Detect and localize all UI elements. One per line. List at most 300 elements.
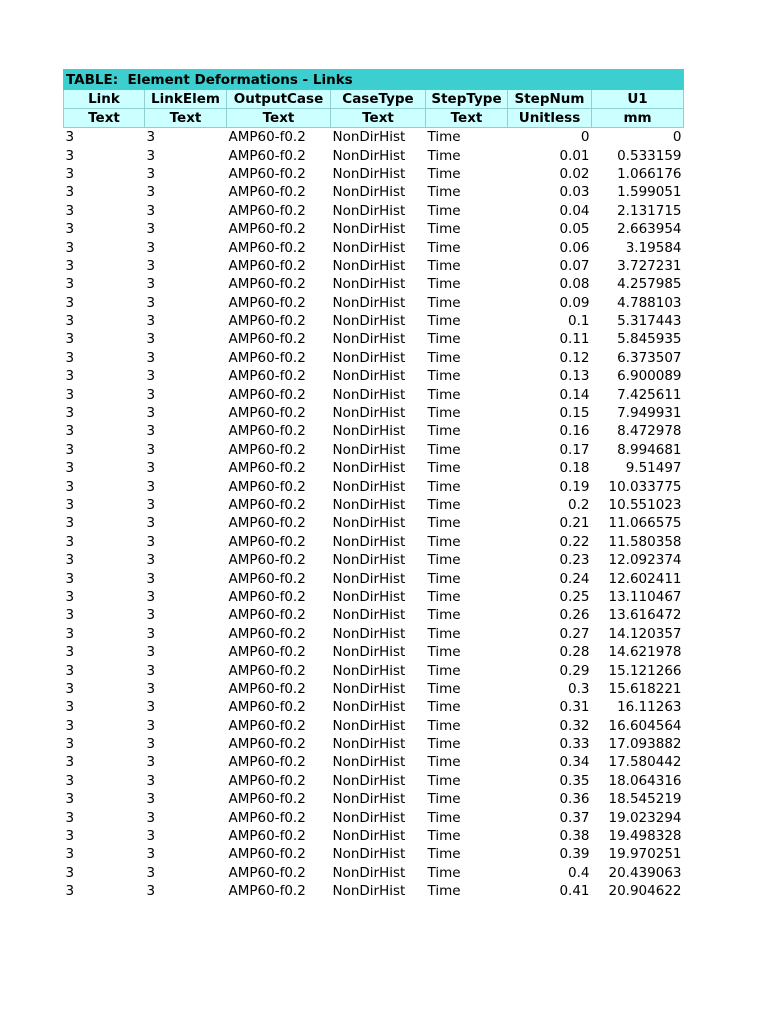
- cell-u1: 6.373507: [617, 349, 682, 366]
- cell-stepnum: 0.41: [559, 883, 590, 900]
- cell-casetype: NonDirHist: [332, 754, 406, 771]
- cell-outputcase: AMP60-f0.2: [228, 791, 306, 808]
- cell-link: 3: [65, 552, 75, 569]
- cell-link: 3: [65, 680, 75, 697]
- cell-outputcase: AMP60-f0.2: [228, 221, 306, 238]
- cell-casetype: NonDirHist: [332, 313, 406, 330]
- cell-outputcase: AMP60-f0.2: [228, 276, 306, 293]
- cell-linkelem: 3: [146, 423, 156, 440]
- cell-stepnum: 0.17: [559, 441, 590, 458]
- cell-casetype: NonDirHist: [332, 349, 406, 366]
- cell-casetype: NonDirHist: [332, 368, 406, 385]
- table-row: [64, 735, 684, 753]
- cell-stepnum: 0.1: [568, 313, 590, 330]
- cell-u1: 20.904622: [608, 883, 682, 900]
- cell-stepnum: 0.29: [559, 662, 590, 679]
- cell-link: 3: [65, 257, 75, 274]
- cell-stepnum: 0.09: [559, 294, 590, 311]
- cell-outputcase: AMP60-f0.2: [228, 864, 306, 881]
- cell-stepnum: 0.24: [559, 570, 590, 587]
- unit-outputcase: Text: [227, 109, 331, 128]
- header-steptype: StepType: [426, 90, 508, 109]
- cell-stepnum: 0.06: [559, 239, 590, 256]
- cell-u1: 17.580442: [608, 754, 682, 771]
- cell-link: 3: [65, 570, 75, 587]
- table-title: TABLE: Element Deformations - Links: [64, 70, 684, 90]
- cell-outputcase: AMP60-f0.2: [228, 552, 306, 569]
- cell-linkelem: 3: [146, 368, 156, 385]
- cell-outputcase: AMP60-f0.2: [228, 423, 306, 440]
- table-row: [64, 238, 684, 256]
- cell-casetype: NonDirHist: [332, 883, 406, 900]
- cell-stepnum: 0.05: [559, 221, 590, 238]
- header-row: [64, 90, 684, 109]
- cell-casetype: NonDirHist: [332, 386, 406, 403]
- cell-linkelem: 3: [146, 644, 156, 661]
- cell-steptype: Time: [427, 221, 461, 238]
- cell-u1: 4.257985: [617, 276, 682, 293]
- table-row: [64, 533, 684, 551]
- header-casetype: CaseType: [331, 90, 426, 109]
- cell-u1: 5.317443: [617, 313, 682, 330]
- cell-u1: 11.066575: [608, 515, 682, 532]
- cell-link: 3: [65, 883, 75, 900]
- cell-link: 3: [65, 386, 75, 403]
- cell-steptype: Time: [427, 552, 461, 569]
- cell-link: 3: [65, 349, 75, 366]
- cell-u1: 10.033775: [608, 478, 682, 495]
- cell-casetype: NonDirHist: [332, 497, 406, 513]
- cell-casetype: NonDirHist: [332, 239, 406, 256]
- table-row: [64, 349, 684, 367]
- cell-link: 3: [65, 533, 75, 550]
- cell-stepnum: 0.3: [568, 680, 590, 697]
- cell-stepnum: 0.34: [559, 754, 590, 771]
- cell-linkelem: 3: [146, 239, 156, 256]
- cell-outputcase: AMP60-f0.2: [228, 588, 306, 605]
- cell-steptype: Time: [427, 828, 461, 845]
- cell-u1: 7.425611: [617, 386, 682, 403]
- cell-stepnum: 0.07: [559, 257, 590, 274]
- cell-outputcase: AMP60-f0.2: [228, 184, 306, 201]
- table-row: [64, 202, 684, 220]
- cell-stepnum: 0.12: [559, 349, 590, 366]
- cell-linkelem: 3: [146, 533, 156, 550]
- table-row: [64, 385, 684, 403]
- cell-stepnum: 0.36: [559, 791, 590, 808]
- unit-link: Text: [64, 109, 145, 128]
- cell-link: 3: [65, 441, 75, 458]
- unit-stepnum: Unitless: [508, 109, 592, 128]
- cell-stepnum: 0.04: [559, 202, 590, 219]
- cell-link: 3: [65, 184, 75, 201]
- cell-casetype: NonDirHist: [332, 257, 406, 274]
- cell-steptype: Time: [427, 699, 461, 716]
- table-row: [64, 808, 684, 826]
- cell-outputcase: AMP60-f0.2: [228, 368, 306, 385]
- cell-link: 3: [65, 313, 75, 330]
- cell-stepnum: 0.18: [559, 460, 590, 477]
- table-row: [64, 717, 684, 735]
- table-row: [64, 606, 684, 624]
- cell-stepnum: 0.16: [559, 423, 590, 440]
- element-deformations-table: [63, 69, 684, 900]
- cell-stepnum: 0.21: [559, 515, 590, 532]
- cell-outputcase: AMP60-f0.2: [228, 883, 306, 900]
- cell-linkelem: 3: [146, 828, 156, 845]
- cell-outputcase: AMP60-f0.2: [228, 497, 306, 513]
- table-title-row: [64, 70, 684, 90]
- cell-link: 3: [65, 662, 75, 679]
- cell-stepnum: 0.08: [559, 276, 590, 293]
- cell-u1: 16.11263: [617, 699, 682, 716]
- cell-stepnum: 0.32: [559, 717, 590, 734]
- header-stepnum: StepNum: [508, 90, 592, 109]
- cell-steptype: Time: [427, 625, 461, 642]
- cell-link: 3: [65, 699, 75, 716]
- cell-stepnum: 0: [580, 129, 590, 146]
- cell-link: 3: [65, 864, 75, 881]
- units-row: [64, 109, 684, 128]
- cell-casetype: NonDirHist: [332, 680, 406, 697]
- cell-u1: 9.51497: [625, 460, 682, 477]
- table-row: [64, 165, 684, 183]
- cell-casetype: NonDirHist: [332, 533, 406, 550]
- cell-u1: 5.845935: [617, 331, 682, 348]
- table-row: [64, 183, 684, 201]
- cell-casetype: NonDirHist: [332, 221, 406, 238]
- cell-steptype: Time: [427, 754, 461, 771]
- cell-linkelem: 3: [146, 662, 156, 679]
- table-row: [64, 661, 684, 679]
- cell-steptype: Time: [427, 147, 461, 164]
- cell-u1: 6.900089: [617, 368, 682, 385]
- cell-stepnum: 0.01: [559, 147, 590, 164]
- cell-casetype: NonDirHist: [332, 736, 406, 753]
- cell-linkelem: 3: [146, 386, 156, 403]
- cell-steptype: Time: [427, 441, 461, 458]
- cell-linkelem: 3: [146, 883, 156, 900]
- table-row: [64, 680, 684, 698]
- cell-u1: 19.498328: [608, 828, 682, 845]
- cell-u1: 19.023294: [608, 809, 682, 826]
- cell-steptype: Time: [427, 644, 461, 661]
- cell-steptype: Time: [427, 497, 461, 513]
- cell-link: 3: [65, 478, 75, 495]
- cell-stepnum: 0.19: [559, 478, 590, 495]
- cell-casetype: NonDirHist: [332, 276, 406, 293]
- cell-stepnum: 0.27: [559, 625, 590, 642]
- cell-link: 3: [65, 239, 75, 256]
- cell-link: 3: [65, 717, 75, 734]
- cell-linkelem: 3: [146, 588, 156, 605]
- cell-outputcase: AMP60-f0.2: [228, 478, 306, 495]
- cell-stepnum: 0.13: [559, 368, 590, 385]
- table-row: [64, 827, 684, 845]
- cell-casetype: NonDirHist: [332, 405, 406, 422]
- cell-casetype: NonDirHist: [332, 699, 406, 716]
- cell-outputcase: AMP60-f0.2: [228, 202, 306, 219]
- cell-linkelem: 3: [146, 129, 156, 146]
- cell-outputcase: AMP60-f0.2: [228, 754, 306, 771]
- table-row: [64, 220, 684, 238]
- cell-link: 3: [65, 625, 75, 642]
- table-row: [64, 698, 684, 716]
- cell-outputcase: AMP60-f0.2: [228, 699, 306, 716]
- cell-u1: 2.131715: [617, 202, 682, 219]
- cell-link: 3: [65, 331, 75, 348]
- table-row: [64, 477, 684, 495]
- cell-link: 3: [65, 754, 75, 771]
- cell-casetype: NonDirHist: [332, 129, 406, 146]
- cell-outputcase: AMP60-f0.2: [228, 349, 306, 366]
- cell-u1: 18.064316: [608, 772, 682, 789]
- cell-casetype: NonDirHist: [332, 828, 406, 845]
- cell-u1: 15.121266: [608, 662, 682, 679]
- cell-casetype: NonDirHist: [332, 588, 406, 605]
- cell-stepnum: 0.2: [568, 497, 590, 513]
- cell-steptype: Time: [427, 202, 461, 219]
- cell-steptype: Time: [427, 386, 461, 403]
- cell-outputcase: AMP60-f0.2: [228, 662, 306, 679]
- cell-stepnum: 0.26: [559, 607, 590, 624]
- cell-stepnum: 0.37: [559, 809, 590, 826]
- header-linkelem: LinkElem: [145, 90, 227, 109]
- cell-steptype: Time: [427, 294, 461, 311]
- table-row: [64, 845, 684, 863]
- unit-casetype: Text: [331, 109, 426, 128]
- cell-outputcase: AMP60-f0.2: [228, 294, 306, 311]
- cell-linkelem: 3: [146, 717, 156, 734]
- cell-stepnum: 0.22: [559, 533, 590, 550]
- cell-link: 3: [65, 607, 75, 624]
- cell-u1: 3.727231: [617, 257, 682, 274]
- cell-link: 3: [65, 368, 75, 385]
- cell-linkelem: 3: [146, 552, 156, 569]
- cell-steptype: Time: [427, 405, 461, 422]
- cell-u1: 14.621978: [608, 644, 682, 661]
- table-row: [64, 588, 684, 606]
- cell-outputcase: AMP60-f0.2: [228, 405, 306, 422]
- cell-casetype: NonDirHist: [332, 607, 406, 624]
- cell-outputcase: AMP60-f0.2: [228, 239, 306, 256]
- table-row: [64, 882, 684, 900]
- cell-steptype: Time: [427, 423, 461, 440]
- cell-linkelem: 3: [146, 331, 156, 348]
- cell-link: 3: [65, 405, 75, 422]
- cell-casetype: NonDirHist: [332, 147, 406, 164]
- cell-u1: 7.949931: [617, 405, 682, 422]
- cell-link: 3: [65, 460, 75, 477]
- cell-link: 3: [65, 497, 75, 513]
- table-row: [64, 459, 684, 477]
- cell-linkelem: 3: [146, 441, 156, 458]
- cell-outputcase: AMP60-f0.2: [228, 147, 306, 164]
- table-row: [64, 551, 684, 569]
- cell-steptype: Time: [427, 368, 461, 385]
- cell-stepnum: 0.38: [559, 828, 590, 845]
- cell-steptype: Time: [427, 515, 461, 532]
- cell-steptype: Time: [427, 533, 461, 550]
- cell-u1: 10.551023: [608, 497, 682, 513]
- cell-linkelem: 3: [146, 497, 156, 513]
- cell-u1: 15.618221: [608, 680, 682, 697]
- cell-outputcase: AMP60-f0.2: [228, 644, 306, 661]
- cell-link: 3: [65, 515, 75, 532]
- cell-stepnum: 0.03: [559, 184, 590, 201]
- cell-u1: 13.110467: [608, 588, 682, 605]
- cell-outputcase: AMP60-f0.2: [228, 846, 306, 863]
- cell-link: 3: [65, 644, 75, 661]
- cell-casetype: NonDirHist: [332, 717, 406, 734]
- cell-link: 3: [65, 165, 75, 182]
- cell-steptype: Time: [427, 883, 461, 900]
- unit-linkelem: Text: [145, 109, 227, 128]
- cell-link: 3: [65, 846, 75, 863]
- cell-linkelem: 3: [146, 515, 156, 532]
- cell-stepnum: 0.35: [559, 772, 590, 789]
- header-link: Link: [64, 90, 145, 109]
- table-row: [64, 753, 684, 771]
- cell-steptype: Time: [427, 846, 461, 863]
- cell-steptype: Time: [427, 588, 461, 605]
- cell-steptype: Time: [427, 717, 461, 734]
- cell-link: 3: [65, 147, 75, 164]
- cell-outputcase: AMP60-f0.2: [228, 736, 306, 753]
- cell-outputcase: AMP60-f0.2: [228, 533, 306, 550]
- cell-steptype: Time: [427, 864, 461, 881]
- cell-linkelem: 3: [146, 478, 156, 495]
- cell-linkelem: 3: [146, 809, 156, 826]
- cell-steptype: Time: [427, 313, 461, 330]
- table-row: [64, 330, 684, 348]
- cell-outputcase: AMP60-f0.2: [228, 809, 306, 826]
- cell-u1: 8.472978: [617, 423, 682, 440]
- cell-linkelem: 3: [146, 405, 156, 422]
- cell-outputcase: AMP60-f0.2: [228, 772, 306, 789]
- cell-u1: 2.663954: [617, 221, 682, 238]
- cell-u1: 17.093882: [608, 736, 682, 753]
- cell-linkelem: 3: [146, 221, 156, 238]
- cell-casetype: NonDirHist: [332, 644, 406, 661]
- cell-casetype: NonDirHist: [332, 772, 406, 789]
- cell-casetype: NonDirHist: [332, 184, 406, 201]
- cell-linkelem: 3: [146, 349, 156, 366]
- cell-linkelem: 3: [146, 736, 156, 753]
- cell-outputcase: AMP60-f0.2: [228, 257, 306, 274]
- table-row: [64, 367, 684, 385]
- cell-linkelem: 3: [146, 791, 156, 808]
- cell-outputcase: AMP60-f0.2: [228, 313, 306, 330]
- cell-casetype: NonDirHist: [332, 791, 406, 808]
- cell-casetype: NonDirHist: [332, 570, 406, 587]
- table-row: [64, 625, 684, 643]
- cell-u1: 0: [672, 129, 682, 146]
- table-row: [64, 404, 684, 422]
- cell-linkelem: 3: [146, 625, 156, 642]
- cell-outputcase: AMP60-f0.2: [228, 129, 306, 146]
- cell-linkelem: 3: [146, 680, 156, 697]
- unit-u1: mm: [592, 109, 684, 128]
- cell-u1: 0.533159: [617, 147, 682, 164]
- cell-link: 3: [65, 809, 75, 826]
- cell-steptype: Time: [427, 165, 461, 182]
- cell-steptype: Time: [427, 607, 461, 624]
- cell-u1: 12.092374: [608, 552, 682, 569]
- cell-linkelem: 3: [146, 202, 156, 219]
- cell-outputcase: AMP60-f0.2: [228, 386, 306, 403]
- cell-outputcase: AMP60-f0.2: [228, 717, 306, 734]
- cell-steptype: Time: [427, 662, 461, 679]
- cell-u1: 4.788103: [617, 294, 682, 311]
- cell-linkelem: 3: [146, 699, 156, 716]
- cell-steptype: Time: [427, 460, 461, 477]
- cell-steptype: Time: [427, 184, 461, 201]
- cell-steptype: Time: [427, 239, 461, 256]
- cell-link: 3: [65, 221, 75, 238]
- cell-stepnum: 0.39: [559, 846, 590, 863]
- cell-linkelem: 3: [146, 846, 156, 863]
- cell-linkelem: 3: [146, 294, 156, 311]
- cell-steptype: Time: [427, 570, 461, 587]
- cell-casetype: NonDirHist: [332, 864, 406, 881]
- table-row: [64, 514, 684, 532]
- cell-linkelem: 3: [146, 147, 156, 164]
- cell-linkelem: 3: [146, 257, 156, 274]
- cell-linkelem: 3: [146, 313, 156, 330]
- cell-linkelem: 3: [146, 754, 156, 771]
- table-row: [64, 864, 684, 882]
- cell-u1: 8.994681: [617, 441, 682, 458]
- cell-outputcase: AMP60-f0.2: [228, 625, 306, 642]
- cell-steptype: Time: [427, 809, 461, 826]
- cell-steptype: Time: [427, 772, 461, 789]
- cell-link: 3: [65, 423, 75, 440]
- cell-casetype: NonDirHist: [332, 331, 406, 348]
- cell-stepnum: 0.15: [559, 405, 590, 422]
- cell-casetype: NonDirHist: [332, 165, 406, 182]
- cell-outputcase: AMP60-f0.2: [228, 570, 306, 587]
- cell-link: 3: [65, 588, 75, 605]
- header-outputcase: OutputCase: [227, 90, 331, 109]
- cell-linkelem: 3: [146, 276, 156, 293]
- table-row: [64, 275, 684, 293]
- cell-outputcase: AMP60-f0.2: [228, 515, 306, 532]
- cell-link: 3: [65, 129, 75, 146]
- cell-stepnum: 0.4: [568, 864, 590, 881]
- table-row: [64, 441, 684, 459]
- cell-u1: 1.599051: [617, 184, 682, 201]
- table-body: [64, 128, 684, 901]
- cell-outputcase: AMP60-f0.2: [228, 441, 306, 458]
- cell-casetype: NonDirHist: [332, 202, 406, 219]
- cell-linkelem: 3: [146, 607, 156, 624]
- cell-link: 3: [65, 276, 75, 293]
- cell-linkelem: 3: [146, 570, 156, 587]
- cell-linkelem: 3: [146, 184, 156, 201]
- cell-link: 3: [65, 772, 75, 789]
- cell-casetype: NonDirHist: [332, 515, 406, 532]
- cell-linkelem: 3: [146, 864, 156, 881]
- cell-casetype: NonDirHist: [332, 460, 406, 477]
- cell-steptype: Time: [427, 680, 461, 697]
- cell-u1: 19.970251: [608, 846, 682, 863]
- cell-stepnum: 0.25: [559, 588, 590, 605]
- table-row: [64, 496, 684, 514]
- cell-stepnum: 0.23: [559, 552, 590, 569]
- cell-stepnum: 0.33: [559, 736, 590, 753]
- cell-u1: 14.120357: [608, 625, 682, 642]
